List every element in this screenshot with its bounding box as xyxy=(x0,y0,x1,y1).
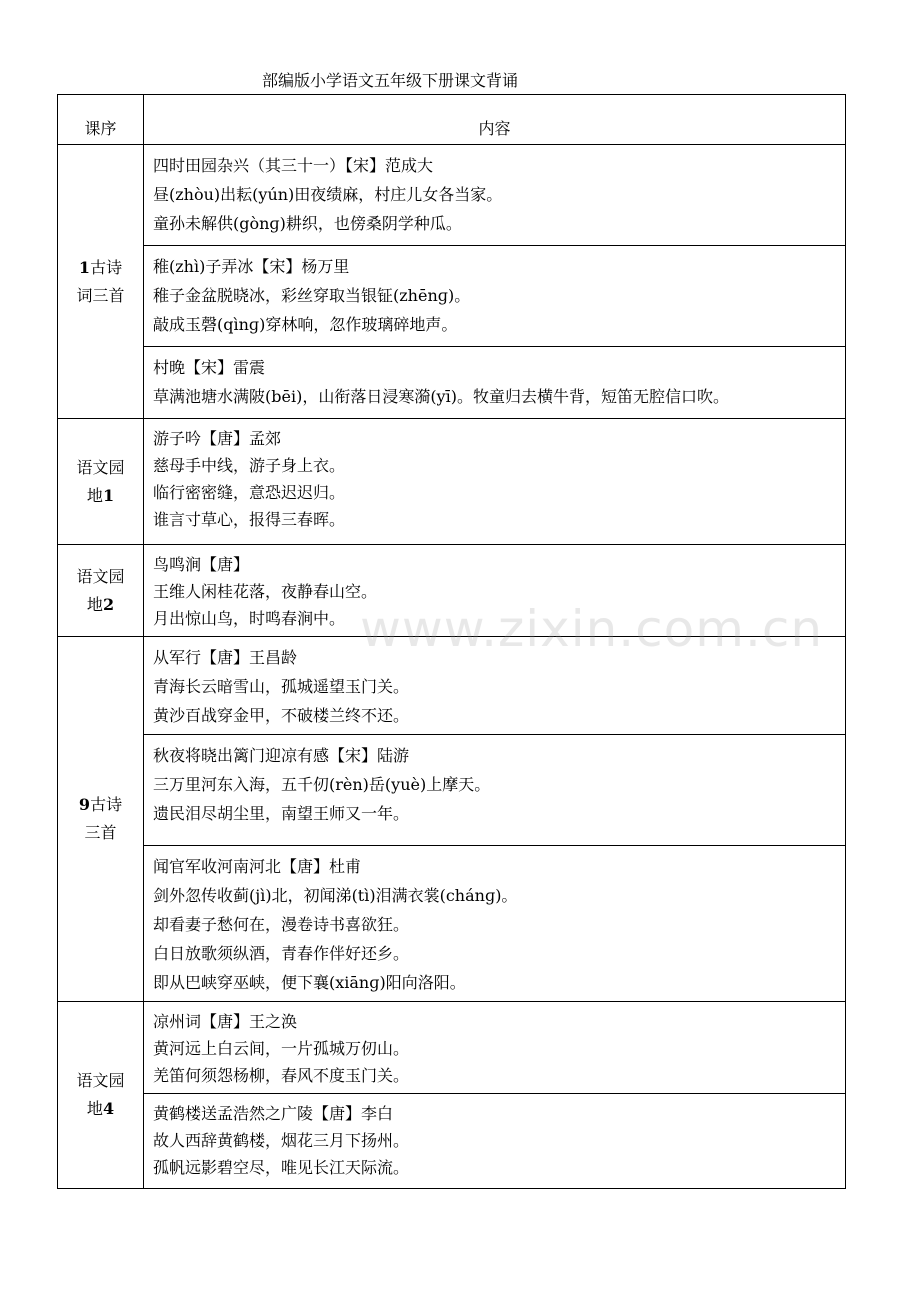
poem-line: 三万里河东入海，五千仞(rèn)岳(yuè)上摩天。 xyxy=(153,775,491,794)
table-row xyxy=(58,545,846,637)
poem-line: 羌笛何须怨杨柳，春风不度玉门关。 xyxy=(153,1066,410,1085)
table-row xyxy=(58,1002,846,1094)
lesson-label xyxy=(72,1067,130,1123)
poem-line: 却看妻子愁何在，漫卷诗书喜欲狂。 xyxy=(153,915,410,934)
poem-cell xyxy=(144,347,846,419)
poem-title: 鸟鸣涧【唐】 xyxy=(153,555,250,574)
table-row xyxy=(58,735,846,846)
lesson-label xyxy=(72,791,130,847)
lesson-number: 4 xyxy=(102,1099,115,1118)
poem-line: 谁言寸草心，报得三春晖。 xyxy=(153,510,346,529)
poem-title: 黄鹤楼送孟浩然之广陵【唐】李白 xyxy=(153,1104,394,1123)
lesson-name: 语文园地 xyxy=(76,1071,125,1118)
lesson-cell xyxy=(58,145,144,419)
poem-line: 故人西辞黄鹤楼，烟花三月下扬州。 xyxy=(153,1131,410,1150)
poem-line: 剑外忽传收蓟(jì)北，初闻涕(tì)泪满衣裳(chánɡ)。 xyxy=(153,886,518,905)
poem-title: 秋夜将晓出篱门迎凉有感【宋】陆游 xyxy=(153,746,410,765)
poem-cell xyxy=(144,145,846,246)
table-row xyxy=(58,637,846,735)
poem-line: 白日放歌须纵酒，青春作伴好还乡。 xyxy=(153,944,410,963)
poem-cell xyxy=(144,246,846,347)
lesson-label xyxy=(72,563,130,619)
lesson-label xyxy=(72,454,130,510)
table-row xyxy=(58,419,846,545)
lesson-number: 1 xyxy=(102,485,115,505)
watermark: www.zixin.com.cn xyxy=(360,600,824,658)
recitation-table xyxy=(57,94,846,1189)
poem-title: 稚(zhì)子弄冰【宋】杨万里 xyxy=(153,257,350,276)
poem-line: 昼(zhòu)出耘(yún)田夜绩麻，村庄儿女各当家。 xyxy=(153,185,503,204)
poem-title: 四时田园杂兴（其三十一）【宋】范成大 xyxy=(153,156,434,175)
lesson-number: 1 xyxy=(78,257,91,277)
header-content-cell xyxy=(144,95,846,145)
lesson-cell xyxy=(58,545,144,637)
lesson-name: 古诗三首 xyxy=(84,795,123,842)
poem-line: 即从巴峡穿巫峡，便下襄(xiānɡ)阳向洛阳。 xyxy=(153,973,466,992)
lesson-name: 古诗词三首 xyxy=(76,257,125,305)
poem-line: 临行密密缝，意恐迟迟归。 xyxy=(153,483,346,502)
poem-cell xyxy=(144,735,846,846)
poem-cell xyxy=(144,545,846,637)
poem-line: 敲成玉磬(qìnɡ)穿林响，忽作玻璃碎地声。 xyxy=(153,315,458,334)
lesson-cell xyxy=(58,419,144,545)
poem-line: 月出惊山鸟，时鸣春涧中。 xyxy=(153,609,346,628)
table-row xyxy=(58,246,846,347)
poem-cell xyxy=(144,419,846,545)
poem-cell xyxy=(144,637,846,735)
table-row xyxy=(58,846,846,1002)
header-lesson-label: 课序 xyxy=(84,119,117,138)
lesson-name: 语文园地 xyxy=(76,457,125,505)
table-header-row xyxy=(58,95,846,145)
lesson-cell xyxy=(58,637,144,1002)
table-row xyxy=(58,145,846,246)
poem-title: 凉州词【唐】王之涣 xyxy=(153,1012,298,1031)
poem-cell xyxy=(144,846,846,1002)
poem-line: 青海长云暗雪山，孤城遥望玉门关。 xyxy=(153,677,410,696)
lesson-cell xyxy=(58,1002,144,1189)
lesson-number: 2 xyxy=(102,594,115,614)
poem-line: 孤帆远影碧空尽，唯见长江天际流。 xyxy=(153,1158,410,1177)
poem-cell xyxy=(144,1094,846,1189)
header-lesson-cell xyxy=(58,95,144,145)
poem-title: 游子吟【唐】孟郊 xyxy=(153,429,282,448)
lesson-name: 语文园地 xyxy=(76,566,125,614)
table-row xyxy=(58,347,846,419)
poem-title: 从军行【唐】王昌龄 xyxy=(153,648,298,667)
poem-cell xyxy=(144,1002,846,1094)
poem-line: 稚子金盆脱晓冰，彩丝穿取当银钲(zhēnɡ)。 xyxy=(153,286,471,305)
header-content-label: 内容 xyxy=(478,119,511,138)
poem-line: 草满池塘水满陂(bēi)，山衔落日浸寒漪(yī)。牧童归去横牛背，短笛无腔信口吹。 xyxy=(153,387,729,406)
poem-line: 王维人闲桂花落，夜静春山空。 xyxy=(153,582,378,601)
poem-line: 童孙未解供(gònɡ)耕织，也傍桑阴学种瓜。 xyxy=(153,214,462,233)
poem-line: 遗民泪尽胡尘里，南望王师又一年。 xyxy=(153,804,410,823)
poem-line: 黄沙百战穿金甲，不破楼兰终不还。 xyxy=(153,706,410,725)
poem-line: 黄河远上白云间，一片孤城万仞山。 xyxy=(153,1039,410,1058)
poem-title: 闻官军收河南河北【唐】杜甫 xyxy=(153,857,362,876)
table-body xyxy=(58,95,846,1189)
table-row xyxy=(58,1094,846,1189)
poem-line: 慈母手中线，游子身上衣。 xyxy=(153,456,346,475)
page-title: 部编版小学语文五年级下册课文背诵 xyxy=(262,71,519,90)
lesson-number: 9 xyxy=(78,795,91,814)
lesson-label xyxy=(72,254,130,310)
poem-title: 村晚【宋】雷震 xyxy=(153,358,266,377)
